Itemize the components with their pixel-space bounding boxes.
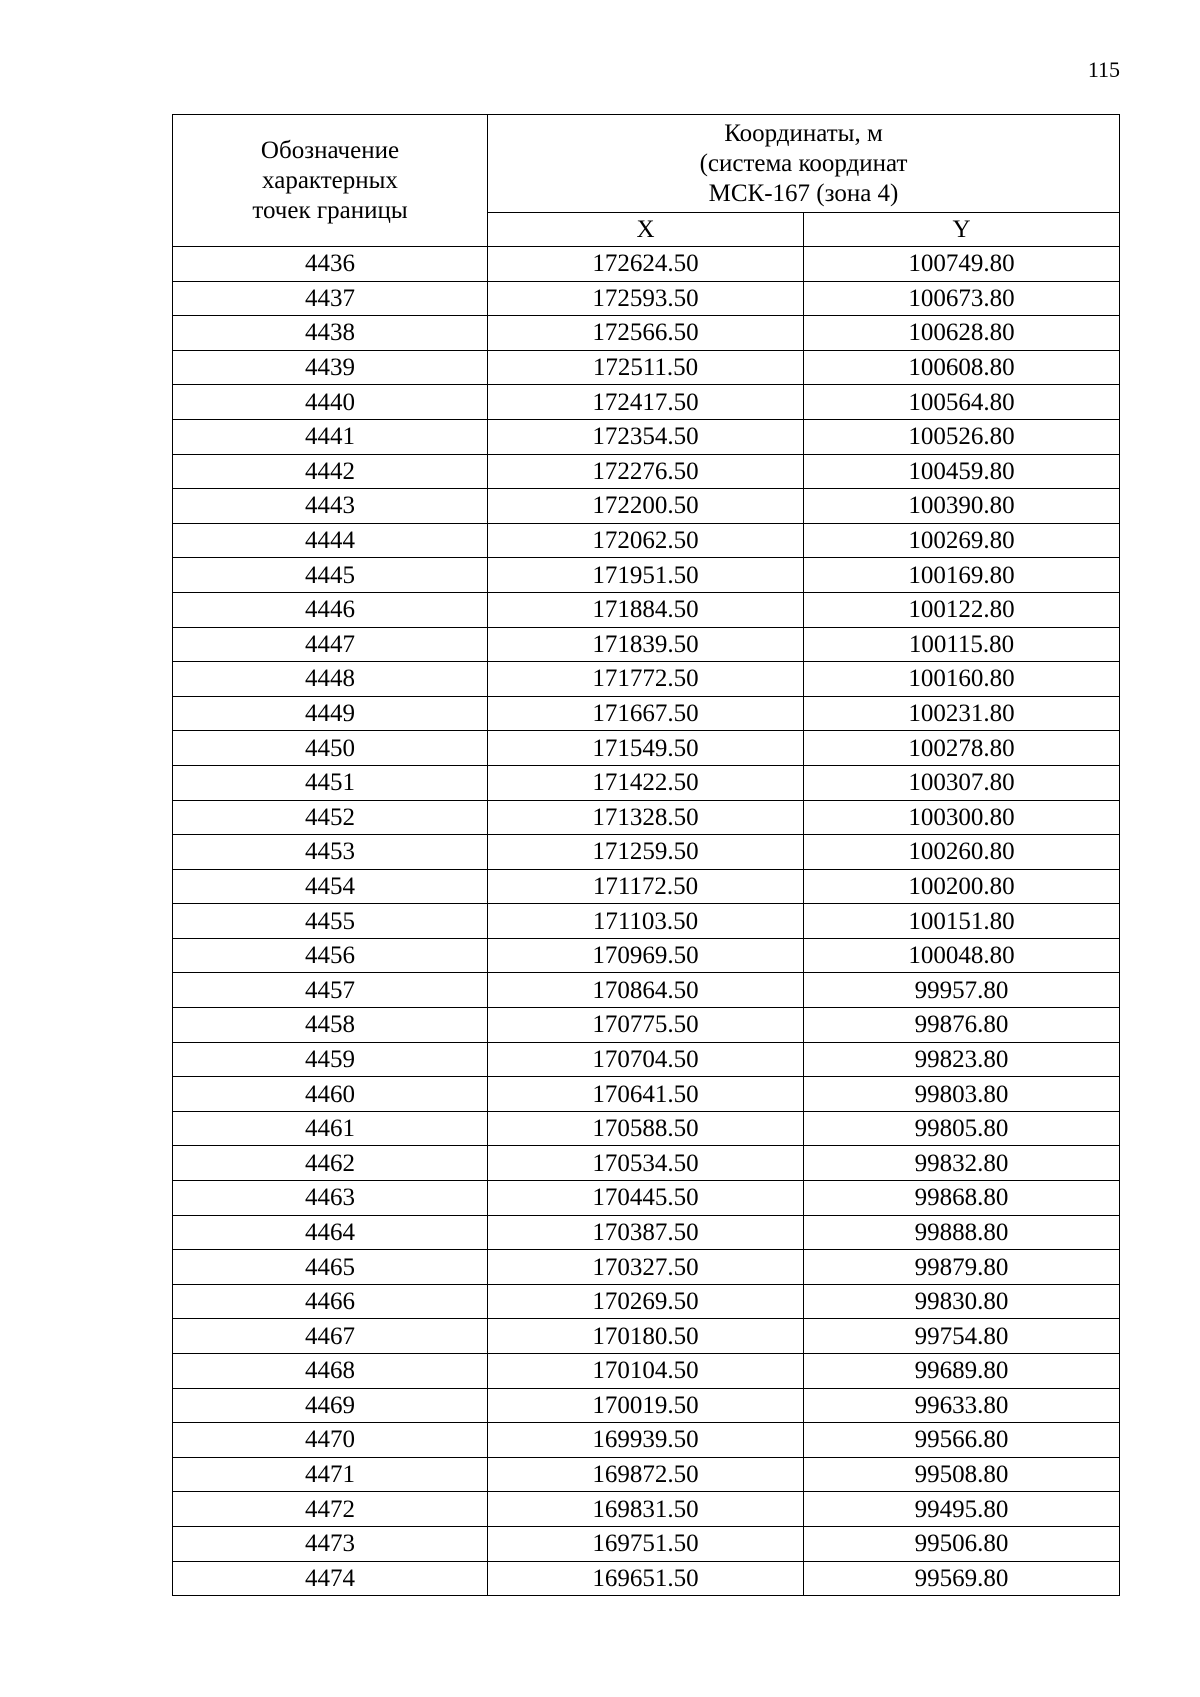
x-coordinate-cell: 169872.50: [488, 1457, 804, 1492]
table-row: [173, 627, 1120, 662]
x-coordinate-cell: 170180.50: [488, 1319, 804, 1354]
y-coordinate-cell: 99830.80: [804, 1284, 1120, 1319]
table-row: [173, 835, 1120, 870]
table-row: [173, 973, 1120, 1008]
point-id-cell: 4470: [173, 1423, 488, 1458]
point-id-cell: 4465: [173, 1250, 488, 1285]
table-row: [173, 419, 1120, 454]
table-row: [173, 1008, 1120, 1043]
x-coordinate-cell: 171549.50: [488, 731, 804, 766]
table-row: [173, 1457, 1120, 1492]
y-coordinate-cell: 99805.80: [804, 1111, 1120, 1146]
y-coordinate-cell: 99957.80: [804, 973, 1120, 1008]
table-row: [173, 247, 1120, 282]
point-id-cell: 4461: [173, 1111, 488, 1146]
x-coordinate-cell: 169831.50: [488, 1492, 804, 1527]
table-row: [173, 1526, 1120, 1561]
x-coordinate-cell: 170704.50: [488, 1042, 804, 1077]
x-coordinate-cell: 171884.50: [488, 592, 804, 627]
table-row: [173, 1561, 1120, 1596]
table-row: [173, 1146, 1120, 1181]
point-id-cell: 4471: [173, 1457, 488, 1492]
point-id-cell: 4450: [173, 731, 488, 766]
y-coordinate-cell: 99754.80: [804, 1319, 1120, 1354]
x-coordinate-cell: 169939.50: [488, 1423, 804, 1458]
table-row: [173, 316, 1120, 351]
x-coordinate-cell: 171328.50: [488, 800, 804, 835]
x-coordinate-cell: 172200.50: [488, 489, 804, 524]
table-row: [173, 904, 1120, 939]
x-coordinate-cell: 171422.50: [488, 765, 804, 800]
x-coordinate-cell: 172624.50: [488, 247, 804, 282]
x-coordinate-cell: 170969.50: [488, 938, 804, 973]
x-coordinate-cell: 170445.50: [488, 1181, 804, 1216]
point-id-cell: 4447: [173, 627, 488, 662]
y-coordinate-cell: 99566.80: [804, 1423, 1120, 1458]
y-coordinate-cell: 100278.80: [804, 731, 1120, 766]
x-coordinate-cell: 172511.50: [488, 350, 804, 385]
header-point-line-1: Обозначение: [260, 136, 400, 164]
x-coordinate-cell: 170269.50: [488, 1284, 804, 1319]
x-coordinate-cell: 171172.50: [488, 869, 804, 904]
y-coordinate-cell: 100526.80: [804, 419, 1120, 454]
table-row: [173, 1319, 1120, 1354]
y-coordinate-cell: 100200.80: [804, 869, 1120, 904]
point-id-cell: 4472: [173, 1492, 488, 1527]
y-coordinate-cell: 99888.80: [804, 1215, 1120, 1250]
point-id-cell: 4457: [173, 973, 488, 1008]
y-coordinate-cell: 99803.80: [804, 1077, 1120, 1112]
x-coordinate-cell: 169751.50: [488, 1526, 804, 1561]
point-id-cell: 4438: [173, 316, 488, 351]
point-id-cell: 4460: [173, 1077, 488, 1112]
point-id-cell: 4474: [173, 1561, 488, 1596]
table-row: [173, 1042, 1120, 1077]
x-coordinate-cell: 170775.50: [488, 1008, 804, 1043]
y-coordinate-cell: 99506.80: [804, 1526, 1120, 1561]
table-row: [173, 800, 1120, 835]
table-row: [173, 938, 1120, 973]
x-coordinate-cell: 170534.50: [488, 1146, 804, 1181]
y-coordinate-cell: 100673.80: [804, 281, 1120, 316]
table-row: [173, 385, 1120, 420]
y-coordinate-cell: 100269.80: [804, 523, 1120, 558]
x-coordinate-cell: 170104.50: [488, 1354, 804, 1389]
header-point-line-3: точек границы: [252, 196, 408, 224]
x-coordinate-cell: 170387.50: [488, 1215, 804, 1250]
page-number: 115: [1087, 57, 1120, 82]
y-coordinate-cell: 99868.80: [804, 1181, 1120, 1216]
y-coordinate-cell: 99832.80: [804, 1146, 1120, 1181]
x-coordinate-cell: 169651.50: [488, 1561, 804, 1596]
table-row: [173, 869, 1120, 904]
x-coordinate-cell: 172593.50: [488, 281, 804, 316]
x-coordinate-cell: 171667.50: [488, 696, 804, 731]
table-row: [173, 281, 1120, 316]
y-coordinate-cell: 100260.80: [804, 835, 1120, 870]
point-id-cell: 4459: [173, 1042, 488, 1077]
x-coordinate-cell: 171951.50: [488, 558, 804, 593]
y-coordinate-cell: 99876.80: [804, 1008, 1120, 1043]
y-coordinate-cell: 100628.80: [804, 316, 1120, 351]
x-coordinate-cell: 171839.50: [488, 627, 804, 662]
point-id-cell: 4439: [173, 350, 488, 385]
point-id-cell: 4448: [173, 662, 488, 697]
y-coordinate-cell: 100608.80: [804, 350, 1120, 385]
table-row: [173, 350, 1120, 385]
table-row: [173, 1250, 1120, 1285]
point-id-cell: 4441: [173, 419, 488, 454]
point-id-cell: 4463: [173, 1181, 488, 1216]
table-row: [173, 489, 1120, 524]
point-id-cell: 4442: [173, 454, 488, 489]
y-coordinate-cell: 99508.80: [804, 1457, 1120, 1492]
table-row: [173, 1215, 1120, 1250]
x-coordinate-cell: 171259.50: [488, 835, 804, 870]
table-row: [173, 1181, 1120, 1216]
point-id-cell: 4468: [173, 1354, 488, 1389]
point-id-cell: 4467: [173, 1319, 488, 1354]
table-row: [173, 1284, 1120, 1319]
x-coordinate-cell: 170019.50: [488, 1388, 804, 1423]
y-coordinate-cell: 100231.80: [804, 696, 1120, 731]
table-row: [173, 1077, 1120, 1112]
x-coordinate-cell: 172417.50: [488, 385, 804, 420]
x-coordinate-cell: 172276.50: [488, 454, 804, 489]
y-coordinate-cell: 99495.80: [804, 1492, 1120, 1527]
y-coordinate-cell: 99569.80: [804, 1561, 1120, 1596]
x-coordinate-cell: 170864.50: [488, 973, 804, 1008]
point-id-cell: 4446: [173, 592, 488, 627]
x-coordinate-cell: 172566.50: [488, 316, 804, 351]
y-coordinate-cell: 100459.80: [804, 454, 1120, 489]
x-coordinate-cell: 171103.50: [488, 904, 804, 939]
y-coordinate-cell: 100390.80: [804, 489, 1120, 524]
table-row: [173, 454, 1120, 489]
header-coords-line-3: МСК-167 (зона 4): [708, 179, 899, 207]
y-coordinate-cell: 100300.80: [804, 800, 1120, 835]
table-row: [173, 1492, 1120, 1527]
table-row: [173, 1388, 1120, 1423]
header-coords-line-2: (система координат: [699, 149, 908, 177]
table-row: [173, 1111, 1120, 1146]
y-coordinate-cell: 100122.80: [804, 592, 1120, 627]
point-id-cell: 4466: [173, 1284, 488, 1319]
point-id-cell: 4436: [173, 247, 488, 282]
point-id-cell: 4451: [173, 765, 488, 800]
point-id-cell: 4454: [173, 869, 488, 904]
point-id-cell: 4452: [173, 800, 488, 835]
point-id-cell: 4449: [173, 696, 488, 731]
table-row: [173, 558, 1120, 593]
point-id-cell: 4455: [173, 904, 488, 939]
point-id-cell: 4473: [173, 1526, 488, 1561]
y-coordinate-cell: 100749.80: [804, 247, 1120, 282]
table-row: [173, 765, 1120, 800]
y-coordinate-cell: 100160.80: [804, 662, 1120, 697]
y-coordinate-cell: 99689.80: [804, 1354, 1120, 1389]
point-id-cell: 4464: [173, 1215, 488, 1250]
header-coordinates: [488, 115, 1120, 213]
table-row: [173, 696, 1120, 731]
table-row: [173, 1423, 1120, 1458]
y-coordinate-cell: 99633.80: [804, 1388, 1120, 1423]
y-coordinate-cell: 100115.80: [804, 627, 1120, 662]
point-id-cell: 4456: [173, 938, 488, 973]
header-x: X: [488, 213, 804, 247]
point-id-cell: 4445: [173, 558, 488, 593]
x-coordinate-cell: 172354.50: [488, 419, 804, 454]
point-id-cell: 4469: [173, 1388, 488, 1423]
x-coordinate-cell: 171772.50: [488, 662, 804, 697]
header-y: Y: [804, 213, 1120, 247]
table-body: [173, 247, 1120, 1596]
y-coordinate-cell: 100048.80: [804, 938, 1120, 973]
table-row: [173, 523, 1120, 558]
table-row: [173, 662, 1120, 697]
table-header: [173, 115, 1120, 247]
header-coords-line-1: Координаты, м: [724, 119, 883, 147]
table-row: [173, 1354, 1120, 1389]
point-id-cell: 4437: [173, 281, 488, 316]
point-id-cell: 4453: [173, 835, 488, 870]
x-coordinate-cell: 170327.50: [488, 1250, 804, 1285]
table-row: [173, 731, 1120, 766]
point-id-cell: 4462: [173, 1146, 488, 1181]
x-coordinate-cell: 172062.50: [488, 523, 804, 558]
y-coordinate-cell: 99823.80: [804, 1042, 1120, 1077]
header-point-line-2: характерных: [262, 166, 398, 194]
point-id-cell: 4458: [173, 1008, 488, 1043]
coordinates-table: [172, 114, 1120, 1596]
y-coordinate-cell: 100151.80: [804, 904, 1120, 939]
table-row: [173, 592, 1120, 627]
y-coordinate-cell: 100169.80: [804, 558, 1120, 593]
point-id-cell: 4443: [173, 489, 488, 524]
y-coordinate-cell: 99879.80: [804, 1250, 1120, 1285]
x-coordinate-cell: 170588.50: [488, 1111, 804, 1146]
y-coordinate-cell: 100307.80: [804, 765, 1120, 800]
x-coordinate-cell: 170641.50: [488, 1077, 804, 1112]
header-point-designation: [173, 115, 488, 247]
point-id-cell: 4440: [173, 385, 488, 420]
y-coordinate-cell: 100564.80: [804, 385, 1120, 420]
point-id-cell: 4444: [173, 523, 488, 558]
